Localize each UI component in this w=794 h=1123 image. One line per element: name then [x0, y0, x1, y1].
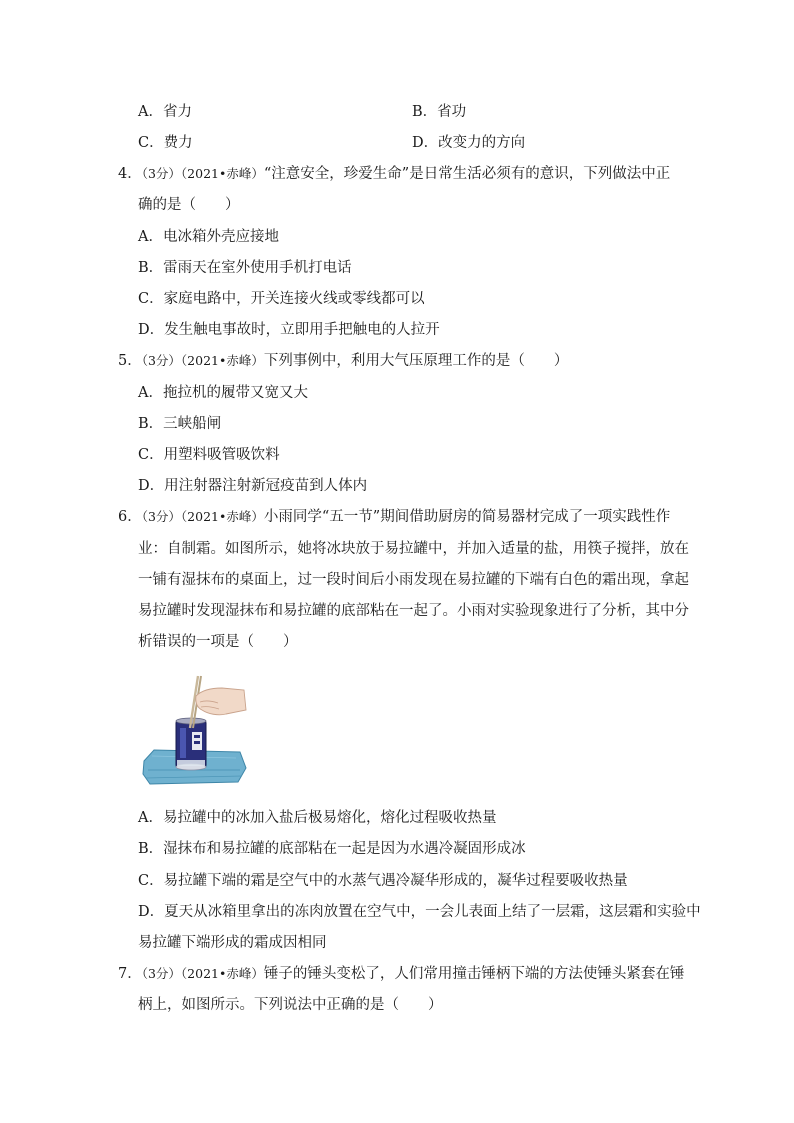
q6-option-c[interactable]: C．易拉罐下端的霜是空气中的水蒸气遇冷凝华形成的，凝华过程要吸收热量 [138, 873, 628, 889]
q6-stem-text: 小雨同学“五一节”期间借助厨房的简易器材完成了一项实践性作 [263, 509, 671, 525]
q6-stem-line1 [118, 507, 670, 527]
q3-option-d[interactable]: D．改变力的方向 [412, 135, 526, 151]
q6-option-d[interactable]: D．夏天从冰箱里拿出的冻肉放置在空气中，一会儿表面上结了一层霜，这层霜和实验中 [138, 904, 701, 920]
q6-stem-line3: 一铺有湿抹布的桌面上，过一段时间后小雨发现在易拉罐的下端有白色的霜出现，拿起 [138, 572, 689, 588]
q4-option-b[interactable]: B．雷雨天在室外使用手机打电话 [138, 260, 352, 276]
q6-stem-line5: 析错误的一项是（ ） [138, 634, 298, 650]
q6-meta: （3分）（2021•赤峰） [141, 509, 264, 524]
q7-stem-text: 锤子的锤头变松了，人们常用撞击锤柄下端的方法使锤头紧套在锤 [263, 966, 685, 982]
q6-stem-line2: 业：自制霜。如图所示，她将冰块放于易拉罐中，并加入适量的盐，用筷子搅拌，放在 [138, 541, 689, 557]
q3-option-b[interactable]: B．省功 [412, 104, 467, 120]
q4-stem-line1 [118, 164, 670, 184]
q7-number: 7． [118, 966, 142, 982]
q5-meta: （3分）（2021•赤峰） [141, 353, 264, 368]
q4-option-a[interactable]: A．电冰箱外壳应接地 [138, 229, 279, 245]
q5-number: 5． [118, 353, 142, 369]
q6-option-d-continued: 易拉罐下端形成的霜成因相同 [138, 935, 327, 951]
q4-number: 4． [118, 166, 142, 182]
q7-meta: （3分）（2021•赤峰） [141, 966, 264, 981]
q4-option-c[interactable]: C．家庭电路中，开关连接火线或零线都可以 [138, 291, 425, 307]
q5-stem-text: 下列事例中，利用大气压原理工作的是（ ） [263, 353, 569, 369]
q7-stem-line1 [118, 964, 684, 984]
q4-stem-text: “注意安全，珍爱生命”是日常生活必须有的意识，下列做法中正 [263, 166, 671, 182]
q3-option-c[interactable]: C．费力 [138, 135, 193, 151]
can-on-towel-figure [140, 666, 250, 792]
q4-option-d[interactable]: D．发生触电事故时，立即用手把触电的人拉开 [138, 322, 440, 338]
q5-option-a[interactable]: A．拖拉机的履带又宽又大 [138, 385, 308, 401]
q6-option-b[interactable]: B．湿抹布和易拉罐的底部粘在一起是因为水遇冷凝固形成冰 [138, 841, 526, 857]
q7-stem-line2: 柄上，如图所示。下列说法中正确的是（ ） [138, 997, 443, 1013]
q5-option-d[interactable]: D．用注射器注射新冠疫苗到人体内 [138, 478, 368, 494]
q4-stem-line2: 确的是（ ） [138, 197, 240, 213]
q5-stem-line1 [118, 351, 568, 371]
q5-option-b[interactable]: B．三峡船闸 [138, 416, 222, 432]
q6-stem-line4: 易拉罐时发现湿抹布和易拉罐的底部粘在一起了。小雨对实验现象进行了分析，其中分 [138, 603, 689, 619]
q4-meta: （3分）（2021•赤峰） [141, 166, 264, 181]
q3-option-a[interactable]: A．省力 [138, 104, 192, 120]
q6-number: 6． [118, 509, 142, 525]
q5-option-c[interactable]: C．用塑料吸管吸饮料 [138, 447, 280, 463]
q6-option-a[interactable]: A．易拉罐中的冰加入盐后极易熔化，熔化过程吸收热量 [138, 810, 497, 826]
